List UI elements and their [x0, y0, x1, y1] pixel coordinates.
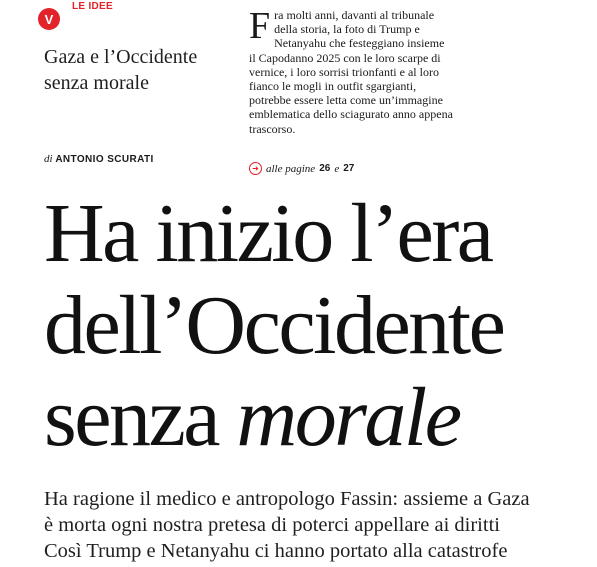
arrow-right-circle-icon: ➜: [249, 162, 262, 175]
kicker-line-2: senza morale: [44, 72, 149, 94]
drop-cap: F: [249, 5, 271, 47]
deck-subtitle: [44, 486, 596, 564]
byline: [44, 153, 154, 165]
deck-line-2: è morta ogni nostra pretesa di poterci appellare ai diritti: [44, 514, 500, 536]
headline: [44, 188, 594, 464]
headline-line-3: senza morale: [44, 371, 460, 464]
intro-paragraph: [249, 5, 454, 136]
byline-author[interactable]: ANTONIO SCURATI: [55, 154, 154, 165]
headline-italic-word: morale: [236, 371, 460, 464]
deck-line-1: Ha ragione il medico e antropologo Fassin: assieme a Gaza: [44, 488, 530, 510]
intro-text: ra molti anni, davanti al tribunale della storia, la foto di Trump e Netanyahu che festeggiano insieme il Capodanno 2025 con le loro scarpe di vernice, i loro sorrisi trionfanti e al loro fianco le mogli in outfit sgargianti, potrebbe essere letta come un’immagine emblematica dello sciagurato anno appena trascorso.: [249, 8, 453, 136]
see-also-conj: e: [334, 162, 340, 175]
kicker-title: [44, 44, 244, 96]
headline-line-1: Ha inizio l’era: [44, 187, 492, 280]
see-also-page-2: 27: [343, 163, 355, 174]
section-logo-icon: V: [38, 8, 60, 30]
headline-line-2: dell’Occidente: [44, 279, 504, 372]
section-label[interactable]: LE IDEE: [72, 1, 113, 12]
see-also-prefix: alle pagine: [266, 162, 316, 175]
deck-line-3: Così Trump e Netanyahu ci hanno portato alla catastrofe: [44, 540, 508, 562]
see-also-link[interactable]: [249, 162, 354, 175]
kicker-line-1: Gaza e l’Occidente: [44, 46, 198, 68]
byline-prefix: di: [44, 153, 53, 165]
see-also-page-1: 26: [319, 163, 331, 174]
